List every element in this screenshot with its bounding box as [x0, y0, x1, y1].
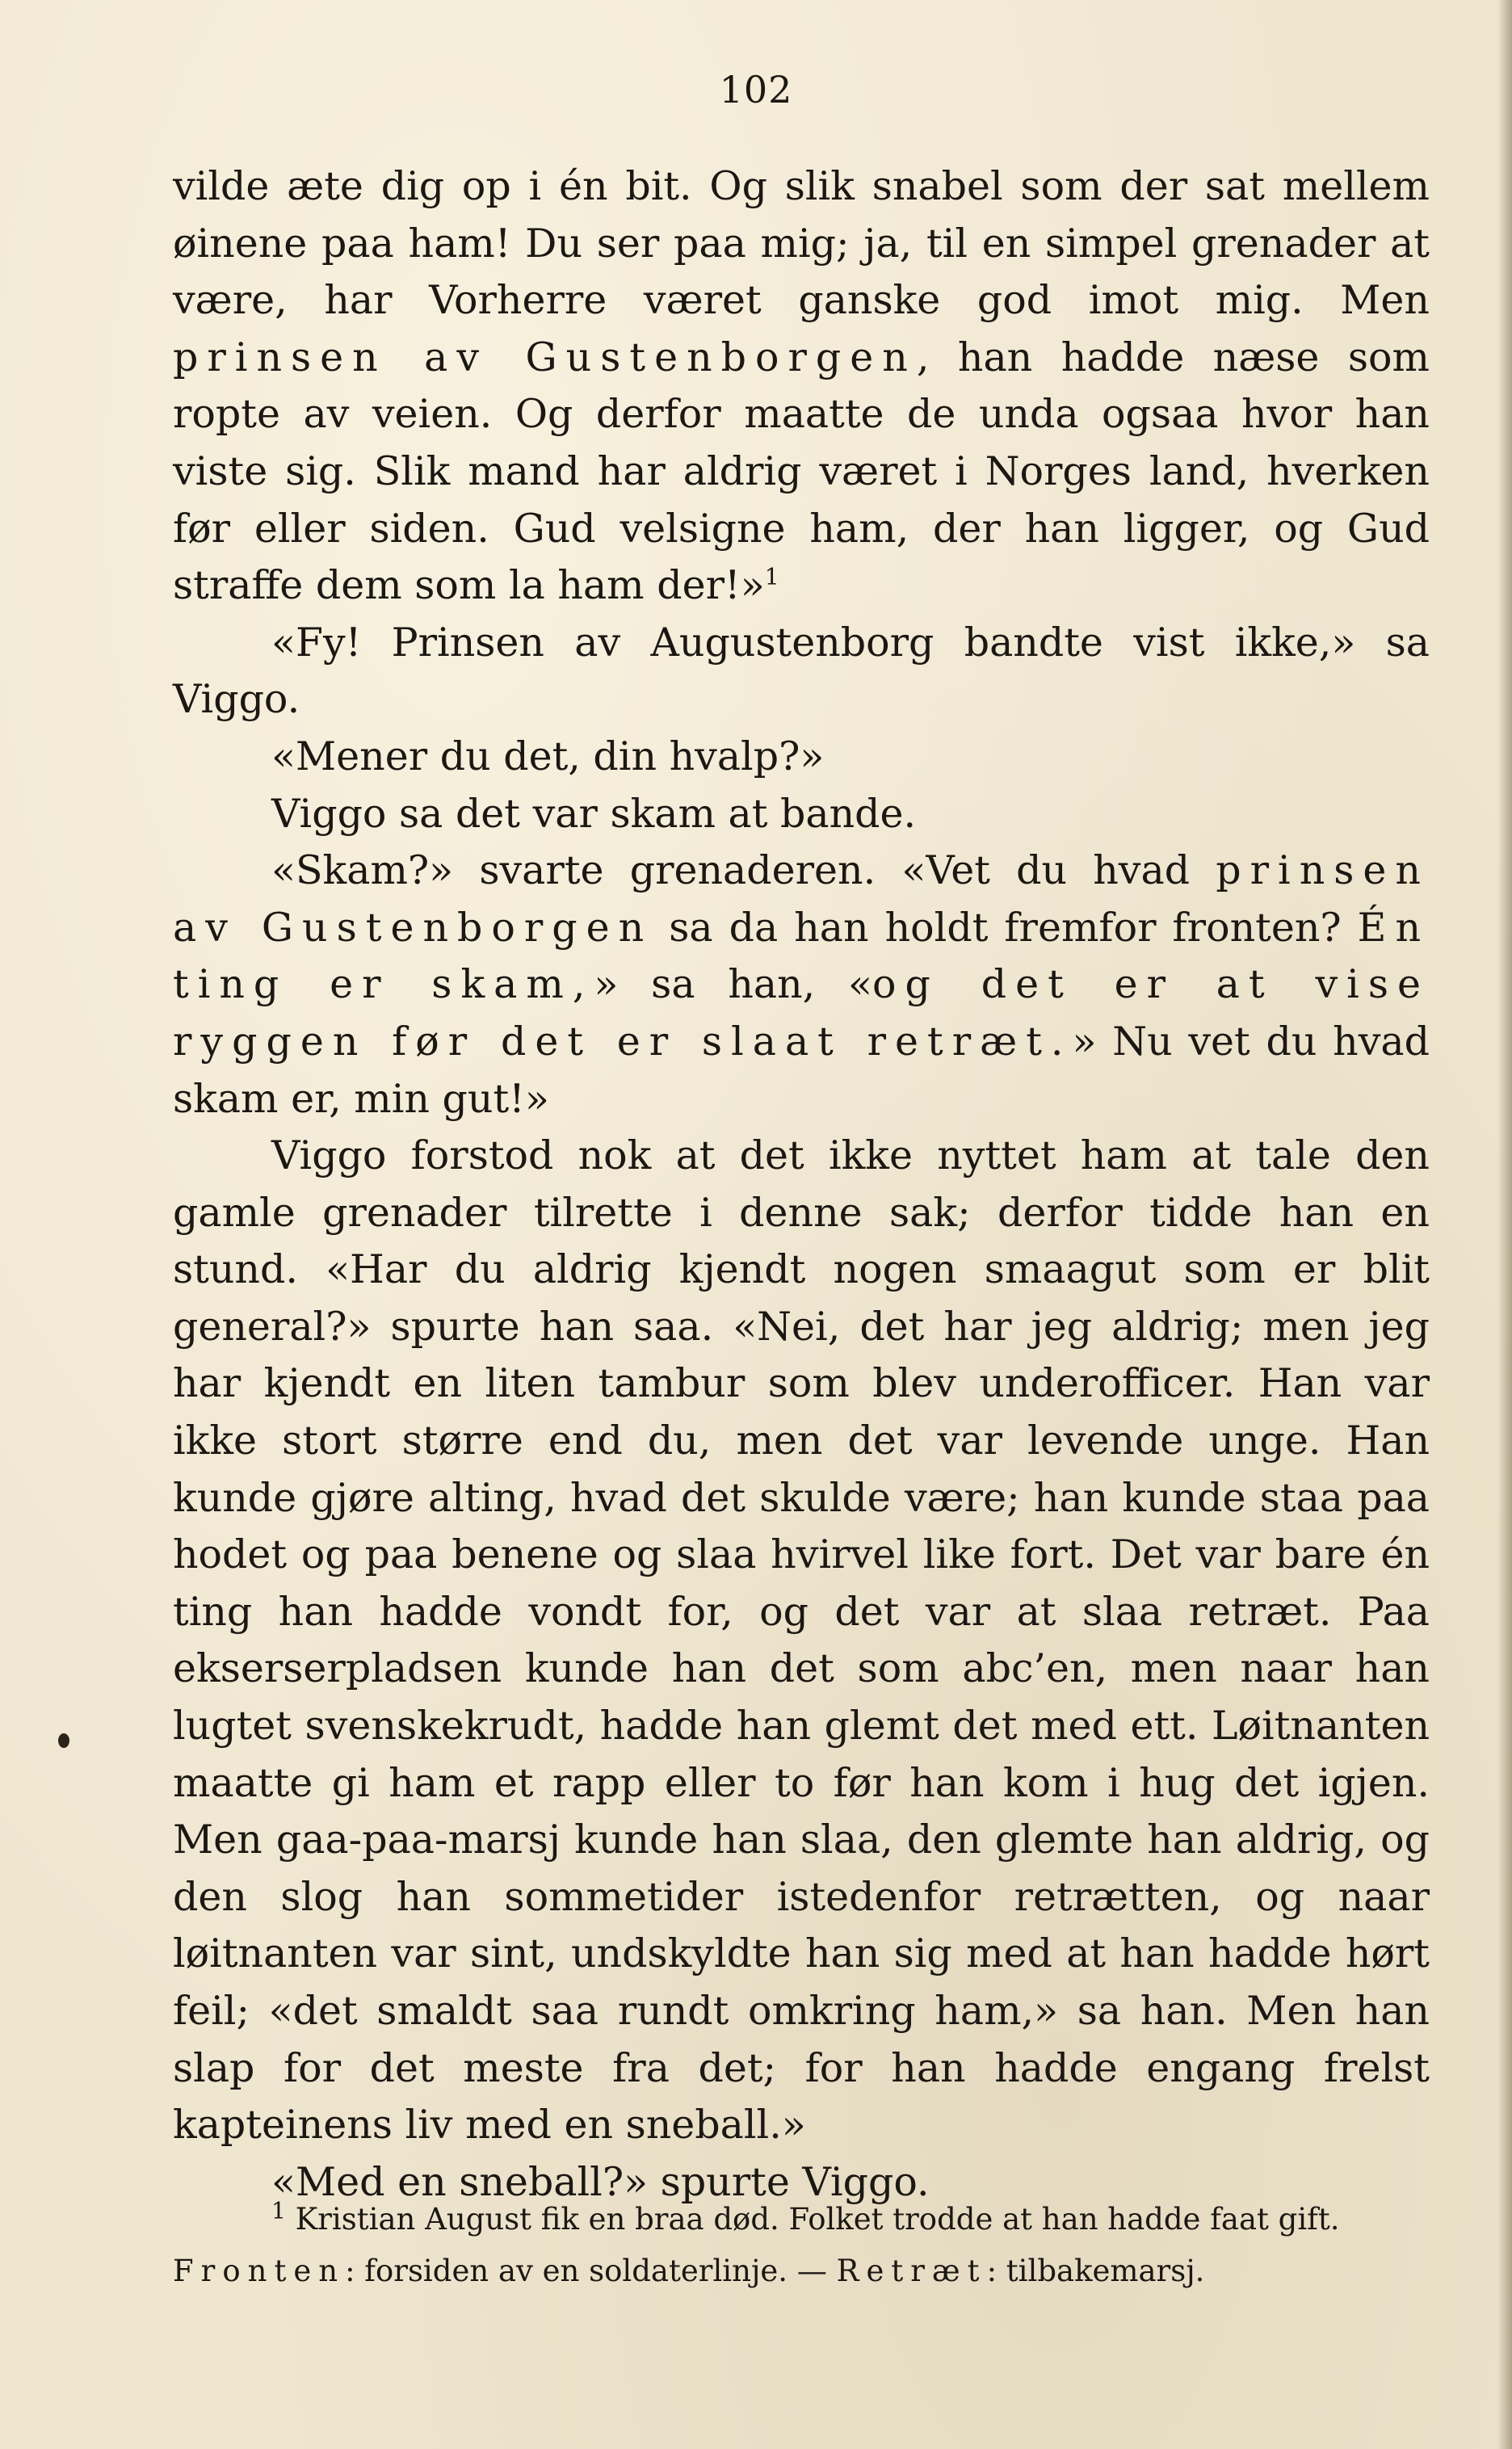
paragraph [173, 786, 1430, 843]
text-run: «Mener du det, din hvalp?» [271, 733, 825, 779]
footnote [173, 2195, 1430, 2244]
text-run: «Med en sneball?» spurte Viggo. [271, 2158, 930, 2205]
text-run: Viggo forstod nok at det ikke nyttet ham at tale den gamle grenader tilrette i denne sak; derfor tidde han en stund. «Har du aldrig kjendt nogen smaagut som er blit general?» spurte han saa. «Nei, det har jeg aldrig; men jeg har kjendt en liten tambur som blev underofficer. Han var ikke stort større end du, men det var levende unge. Han kunde gjøre alting, hvad det skulde være; han kunde staa paa hodet og paa benene og slaa hvirvel like fort. Det var bare én ting han hadde vondt for, og det var at slaa retræt. Paa ekserserpladsen kunde han det som abc’en, men naar han lugtet svenskekrudt, hadde han glemt det med ett. Løitnanten maatte gi ham et rapp eller to før han kom i hug det igjen. Men gaa-paa-marsj kunde han slaa, den glemte han aldrig, og den slog han sommetider istedenfor retrætten, og naar løitnanten var sint, undskyldte han sig med at han hadde hørt feil; «det smaldt saa rundt omkring ham,» sa han. Men han slap for det meste fra det; for han hadde engang frelst kapteinens liv med en sneball.» [173, 1132, 1430, 2149]
glossary-def-retraet: : tilbakemarsj. [986, 2254, 1205, 2288]
paragraph [173, 1128, 1430, 2154]
footnote-text: Kristian August fik en braa død. Folket trodde at han hadde faat gift. [295, 2202, 1340, 2237]
text-run: » Nu vet du hvad skam er, min gut!» [173, 1018, 1430, 1122]
paragraph [173, 615, 1430, 729]
footnote-marker: 1 [271, 2197, 286, 2224]
page-number: 102 [719, 68, 793, 111]
text-run: «Skam?» svarte grenaderen. «Vet du hvad [271, 847, 1216, 894]
text-run: Viggo sa det var skam at bande. [271, 790, 917, 837]
paragraph [173, 158, 1430, 615]
spaced-text: Én ting er skam, [173, 904, 1430, 1008]
spaced-text: prinsen av Gustenborgen [173, 847, 1430, 951]
text-run: vilde æte dig op i én bit. Og slik snabel som der sat mellem øinene paa ham! Du ser paa mig; ja, til en simpel grenader at være, har Vorherre været ganske god imot mig. Men [173, 163, 1430, 324]
page-edge-shadow [1497, 0, 1512, 2449]
glossary-term-fronten: Fronten [173, 2254, 346, 2288]
spaced-text: og det er at vise ryggen før det er slaat retræt. [173, 961, 1430, 1065]
spaced-text: prinsen av Gustenborgen [173, 334, 917, 380]
paragraph [173, 729, 1430, 786]
text-run: , han hadde næse som ropte av veien. Og derfor maatte de unda ogsaa hvor han viste sig. Slik mand har aldrig været i Norges land, hverken før eller siden. Gud velsigne ham, der han ligger, og Gud straffe dem som la ham der!» [173, 334, 1430, 609]
body-text [173, 158, 1430, 2211]
ink-speck [58, 1733, 69, 1748]
glossary-def-fronten: : forsiden av en soldaterlinje. — [345, 2254, 837, 2288]
footnotes [173, 2195, 1430, 2296]
glossary-line [173, 2247, 1430, 2296]
glossary-term-retraet: Retræt [836, 2254, 987, 2288]
paragraph [173, 842, 1430, 1128]
footnote-ref: 1 [764, 563, 779, 590]
text-run: «Fy! Prinsen av Augustenborg bandte vist ikke,» sa Viggo. [173, 619, 1430, 723]
text-run: sa da han holdt fremfor fronten? [653, 904, 1358, 951]
text-run: » sa han, « [594, 961, 873, 1008]
